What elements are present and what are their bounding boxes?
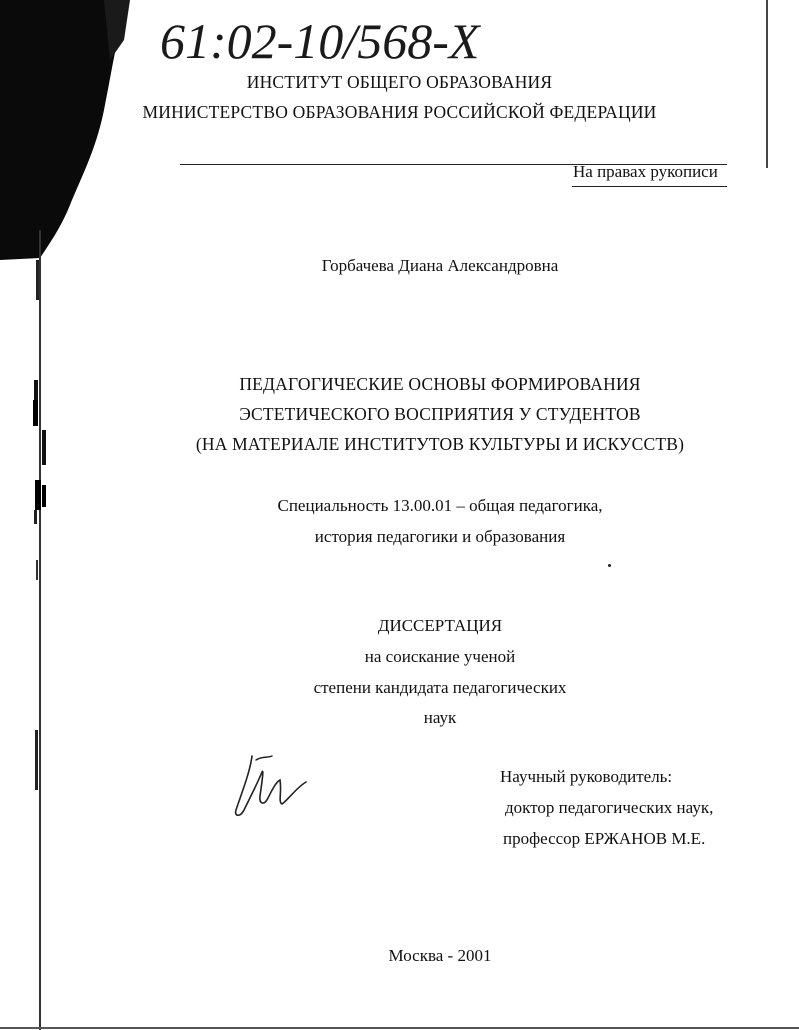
handwritten-registration-number xyxy=(160,8,580,72)
ministry-name: МИНИСТЕРСТВО ОБРАЗОВАНИЯ РОССИЙСКОЙ ФЕДЕРАЦИИ xyxy=(142,102,657,122)
supervisor-signature xyxy=(222,752,312,822)
title-line-1: ПЕДАГОГИЧЕСКИЕ ОСНОВЫ ФОРМИРОВАНИЯ xyxy=(239,374,641,394)
supervisor-name: профессор ЕРЖАНОВ М.Е. xyxy=(503,829,706,848)
title-line-3: (НА МАТЕРИАЛЕ ИНСТИТУТОВ КУЛЬТУРЫ И ИСКУССТВ) xyxy=(195,434,685,454)
supervisor-degree: доктор педагогических наук, xyxy=(505,798,714,817)
scan-shadow-top-left xyxy=(0,0,130,260)
institute-name: ИНСТИТУТ ОБЩЕГО ОБРАЗОВАНИЯ xyxy=(246,72,553,92)
author-name: Горбачева Диана Александровна xyxy=(321,256,559,275)
manuscript-note: На правах рукописи xyxy=(573,162,718,181)
scan-speck xyxy=(608,564,611,567)
dissertation-label: ДИССЕРТАЦИЯ xyxy=(377,616,503,635)
manuscript-note-underline xyxy=(572,186,727,187)
title-line-2: ЭСТЕТИЧЕСКОГО ВОСПРИЯТИЯ У СТУДЕНТОВ xyxy=(239,404,641,424)
svg-text:61:02-10/568-X: 61:02-10/568-X xyxy=(160,13,480,69)
specialty-line-2: история педагогики и образования xyxy=(314,527,566,546)
specialty-line-1: Специальность 13.00.01 – общая педагогика, xyxy=(277,496,603,515)
supervisor-label: Научный руководитель: xyxy=(500,767,673,786)
scan-edge-line-bottom xyxy=(0,1027,799,1029)
degree-line-2: степени кандидата педагогических xyxy=(313,678,567,697)
degree-line-3: наук xyxy=(423,708,457,727)
city-year: Москва - 2001 xyxy=(388,946,492,965)
degree-line-1: на соискание ученой xyxy=(364,647,516,666)
